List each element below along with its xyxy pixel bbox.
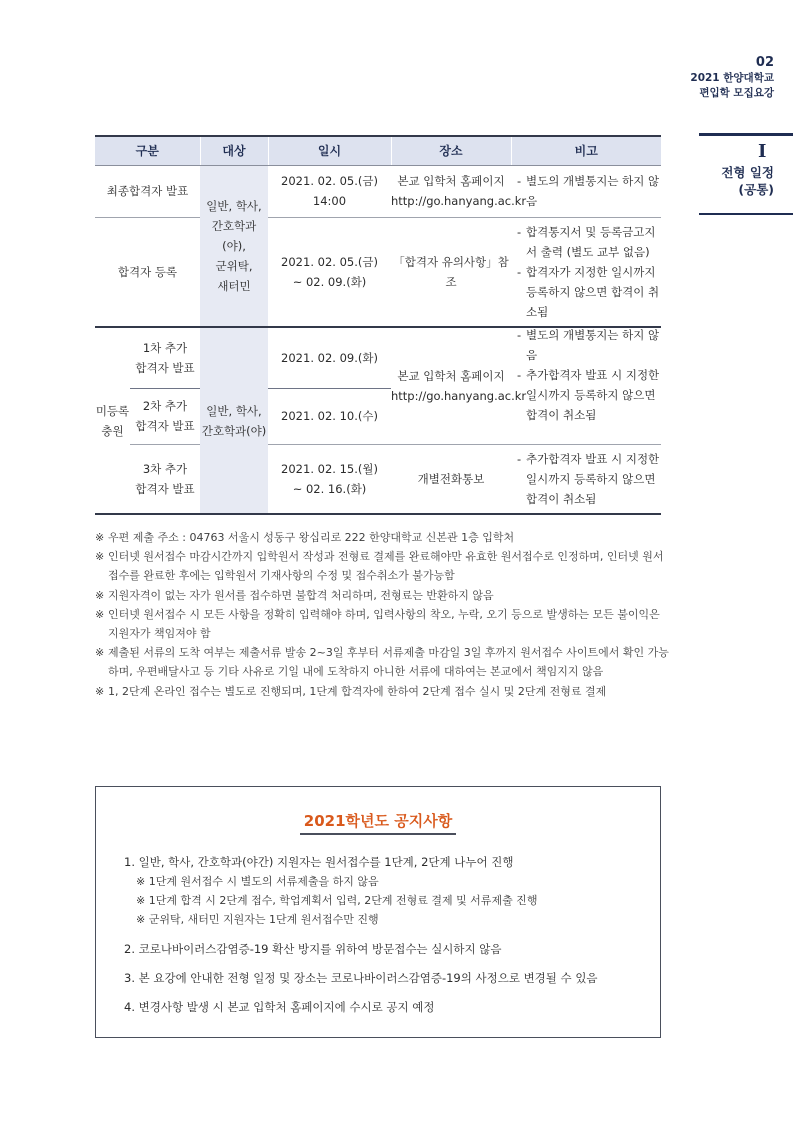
note-item: - 별도의 개별통지는 하지 않음 — [517, 325, 661, 365]
target-group2-line: 일반, 학사, — [206, 403, 262, 418]
row3-place-line1: 본교 입학처 홈페이지 — [397, 368, 505, 383]
table-row — [95, 217, 661, 327]
col-header-datetime: 일시 — [268, 136, 391, 165]
target-group1-line: 군위탁, — [215, 258, 253, 273]
footnote: ※ 1, 2단계 온라인 접수는 별도로 진행되며, 1단계 합격자에 한하여 2단계 접수 실시 및 2단계 전형료 결제 — [95, 682, 670, 701]
notice-subitem: ※ 군위탁, 새터민 지원자는 1단계 원서접수만 진행 — [136, 913, 379, 926]
row3-place — [391, 327, 527, 444]
row5-datetime — [268, 444, 391, 514]
row5-notes — [511, 444, 661, 514]
row2-place: 「합격자 유의사항」참조 — [391, 217, 511, 327]
row2-category: 합격자 등록 — [95, 217, 200, 327]
notice-title: 2021학년도 공지사항 — [300, 810, 456, 835]
footnote: ※ 우편 제출 주소 : 04763 서울시 성동구 왕십리로 222 한양대학교 신본관 1층 입학처 — [95, 528, 670, 547]
footnote: ※ 제출된 서류의 도착 여부는 제출서류 발송 2~3일 후부터 서류제출 마감일 3일 후까지 원서접수 사이트에서 확인 가능하며, 우편배달사고 등 기타 사유로 기일 내에 도착하지 아니한 서류에 대하여는 본교에서 책임지지 않음 — [95, 643, 670, 681]
note-item: - 추가합격자 발표 시 지정한 일시까지 등록하지 않으면 합격이 취소됨 — [517, 449, 661, 509]
target-group1-line: 새터민 — [217, 278, 251, 293]
row5-category — [130, 444, 200, 514]
row3-category — [130, 327, 200, 388]
footnote: ※ 인터넷 원서접수 마감시간까지 입학원서 작성과 전형료 결제를 완료해야만 유효한 원서접수로 인정하며, 인터넷 원서접수를 완료한 후에는 입학원서 기재사항의 수정 및 접수취소가 불가능함 — [95, 547, 670, 585]
notice-item-4: 4. 변경사항 발생 시 본교 입학처 홈페이지에 수시로 공지 예정 — [124, 1000, 435, 1014]
schedule-table — [95, 135, 661, 515]
doc-title-line1: 2021 한양대학교 — [690, 72, 774, 84]
notice-subitem: ※ 1단계 합격 시 2단계 접수, 학업계획서 입력, 2단계 전형료 결제 및 서류제출 진행 — [136, 894, 538, 907]
table-row — [95, 444, 661, 514]
row3-datetime: 2021. 02. 09.(화) — [268, 327, 391, 388]
section-title-line1: 전형 일정 — [721, 165, 774, 180]
row1-place-line1: 본교 입학처 홈페이지 — [397, 174, 505, 188]
notice-item-2: 2. 코로나바이러스감염증-19 확산 방지를 위하여 방문접수는 실시하지 않음 — [124, 942, 502, 956]
note-item: - 합격자가 지정한 일시까지 등록하지 않으면 합격이 취소됨 — [517, 262, 661, 322]
row3-category-line1: 1차 추가 — [142, 340, 188, 355]
section-roman-numeral: I — [758, 141, 767, 162]
row3-notes — [511, 327, 661, 444]
col-header-category: 구분 — [95, 136, 200, 165]
target-group1-line: 간호학과(야), — [211, 218, 257, 253]
target-group1-line: 일반, 학사, — [206, 198, 262, 213]
row4-category — [130, 388, 200, 444]
notice-items — [124, 852, 649, 1017]
footnote: ※ 지원자격이 없는 자가 원서를 접수하면 불합격 처리하며, 전형료는 반환하지 않음 — [95, 586, 670, 605]
page-header — [690, 55, 774, 100]
note-item: - 별도의 개별통지는 하지 않음 — [517, 171, 661, 211]
notice-item-3: 3. 본 요강에 안내한 전형 일정 및 장소는 코로나바이러스감염증-19의 사정으로 변경될 수 있음 — [124, 971, 598, 985]
row1-category: 최종합격자 발표 — [106, 184, 189, 198]
col-header-target: 대상 — [200, 136, 268, 165]
row2-notes — [511, 217, 661, 327]
row2-datetime-line2: ~ 02. 09.(화) — [292, 274, 367, 289]
note-item: - 합격통지서 및 등록금고지서 출력 (별도 교부 없음) — [517, 222, 661, 262]
row4-category-line1: 2차 추가 — [142, 399, 188, 413]
col-header-place: 장소 — [391, 136, 511, 165]
row1-place — [391, 165, 527, 217]
note-item: - 추가합격자 발표 시 지정한 일시까지 등록하지 않으면 합격이 취소됨 — [517, 365, 661, 425]
table-header-row — [95, 136, 661, 165]
row3-place-url: http://go.hanyang.ac.kr — [391, 388, 527, 403]
col-header-notes: 비고 — [511, 136, 661, 165]
section-title-line2: (공통) — [738, 182, 774, 197]
group2-label-line2: 충원 — [101, 423, 124, 438]
section-title — [721, 164, 774, 198]
target-group2-line: 간호학과(야) — [201, 423, 267, 438]
footnote: ※ 인터넷 원서접수 시 모든 사항을 정확히 입력해야 하며, 입력사항의 착오, 누락, 오기 등으로 발생하는 모든 불이익은 지원자가 책임져야 함 — [95, 605, 670, 643]
group2-label — [95, 327, 130, 514]
notice-subitem: ※ 1단계 원서접수 시 별도의 서류제출을 하지 않음 — [136, 875, 379, 888]
doc-title-line2: 편입학 모집요강 — [699, 87, 774, 99]
notice-title-wrap — [96, 810, 660, 835]
row5-category-line1: 3차 추가 — [142, 461, 188, 476]
target-group1 — [200, 165, 268, 327]
notice-item-1: 1. 일반, 학사, 간호학과(야간) 지원자는 원서접수를 1단계, 2단계 나누어 진행 — [124, 855, 514, 869]
row5-place: 개별전화통보 — [391, 444, 511, 514]
row4-datetime: 2021. 02. 10.(수) — [268, 388, 391, 444]
row3-category-line2: 합격자 발표 — [135, 360, 195, 375]
row1-datetime: 2021. 02. 05.(금) 14:00 — [281, 174, 378, 208]
table-row — [95, 165, 661, 217]
row2-datetime — [268, 217, 391, 327]
row2-datetime-line1: 2021. 02. 05.(금) — [281, 254, 378, 269]
section-rule-bottom — [699, 213, 793, 215]
section-rule-top — [699, 133, 793, 136]
row5-category-line2: 합격자 발표 — [135, 481, 195, 496]
row5-datetime-line1: 2021. 02. 15.(월) — [281, 461, 378, 476]
notice-box — [95, 786, 661, 1038]
row4-category-line2: 합격자 발표 — [135, 419, 195, 433]
row1-notes — [511, 165, 661, 217]
page-number: 02 — [755, 55, 774, 70]
target-group2 — [200, 327, 268, 514]
group2-label-line1: 미등록 — [95, 403, 130, 418]
row1-place-url: http://go.hanyang.ac.kr — [391, 194, 527, 208]
row5-datetime-line2: ~ 02. 16.(화) — [292, 481, 367, 496]
footnotes — [95, 528, 670, 701]
table-row — [95, 327, 661, 388]
